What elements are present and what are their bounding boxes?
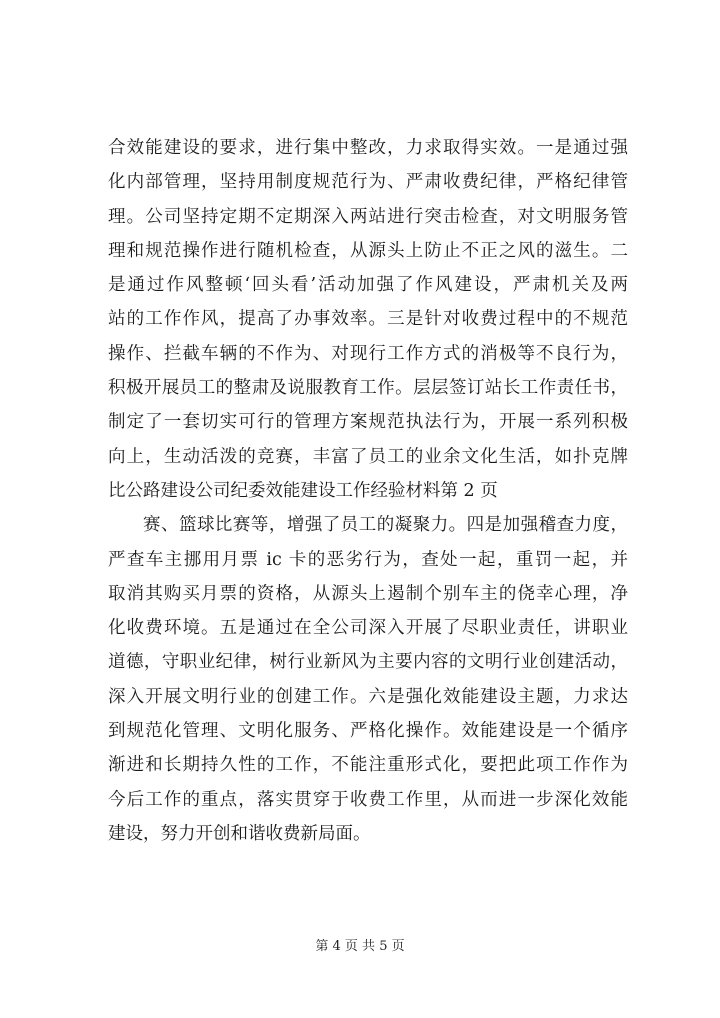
body-text: [108, 131, 628, 851]
text-line: 渐进和长期持久性的工作，不能注重形式化，要把此项工作作为: [108, 755, 628, 776]
text-line: 化内部管理，坚持用制度规范行为、严肃收费纪律，严格纪律管: [108, 172, 628, 193]
text-line: 严查车主挪用月票 ic 卡的恶劣行为，查处一起，重罚一起，并: [108, 549, 628, 570]
text-line: 建设，努力开创和谐收费新局面。: [108, 823, 371, 844]
text-line: 今后工作的重点，落实贯穿于收费工作里，从而进一步深化效能: [108, 789, 628, 810]
text-line: 操作、拦截车辆的不作为、对现行工作方式的消极等不良行为，: [108, 343, 628, 364]
text-line: 理和规范操作进行随机检查，从源头上防止不正之风的滋生。二: [108, 240, 628, 261]
text-line: 化收费环境。五是通过在全公司深入开展了尽职业责任，讲职业: [108, 618, 628, 639]
text-line: 向上，生动活泼的竞赛，丰富了员工的业余文化生活，如扑克牌: [108, 446, 628, 467]
text-line: 赛、篮球比赛等，增强了员工的凝聚力。四是加强稽查力度，: [143, 515, 628, 536]
text-line: 道德，守职业纪律，树行业新风为主要内容的文明行业创建活动，: [108, 652, 628, 673]
text-line: 积极开展员工的整肃及说服教育工作。层层签订站长工作责任书，: [108, 378, 628, 399]
text-line: 取消其购买月票的资格，从源头上遏制个别车主的侥幸心理，净: [108, 583, 628, 604]
text-line: 比公路建设公司纪委效能建设工作经验材料第 2 页: [108, 480, 498, 501]
page-footer: [0, 935, 720, 954]
text-line: 制定了一套切实可行的管理方案规范执法行为，开展一系列积极: [108, 412, 628, 433]
text-line: 理。公司坚持定期不定期深入两站进行突击检查，对文明服务管: [108, 206, 628, 227]
text-line: 深入开展文明行业的创建工作。六是强化效能建设主题，力求达: [108, 686, 628, 707]
text-line: 是通过作风整顿‘回头看’活动加强了作风建设，严肃机关及两: [108, 275, 628, 296]
text-line: 站的工作作风，提高了办事效率。三是针对收费过程中的不规范: [108, 309, 628, 330]
text-line: 到规范化管理、文明化服务、严格化操作。效能建设是一个循序: [108, 721, 628, 742]
text-line: 合效能建设的要求，进行集中整改，力求取得实效。一是通过强: [108, 138, 628, 158]
page-number-label: 第 4 页 共 5 页: [315, 939, 405, 954]
